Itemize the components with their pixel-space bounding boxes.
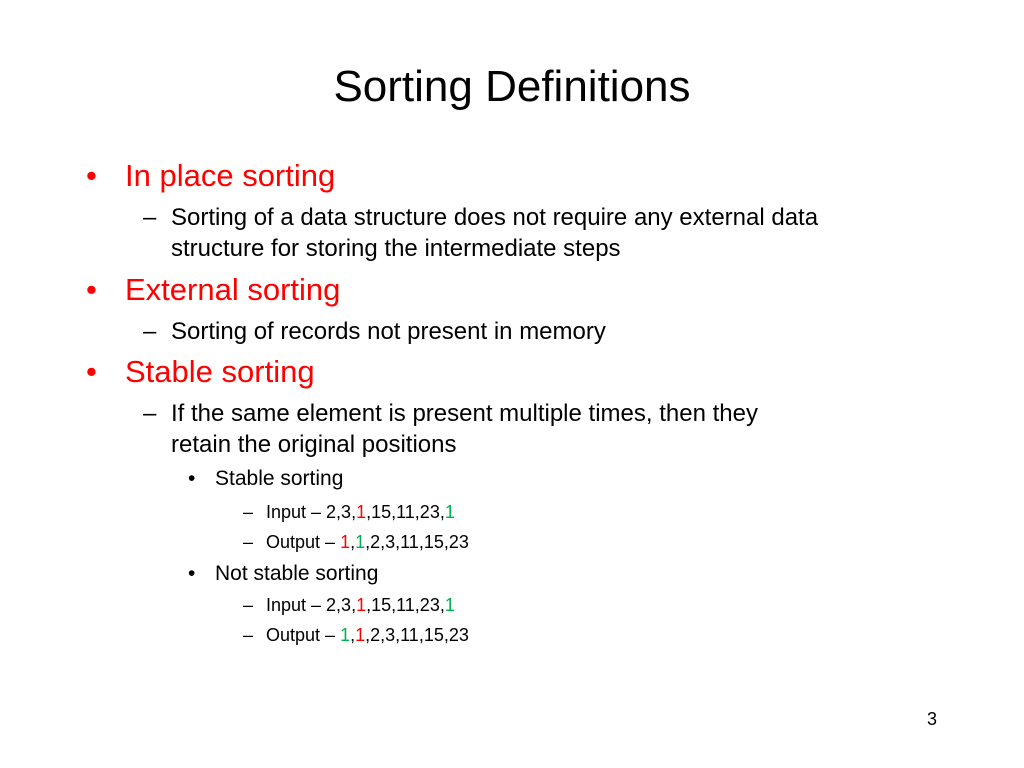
example-label-stable: Stable sorting [215, 467, 344, 490]
input-middle: ,15,11,23, [366, 502, 445, 522]
definition-text-in-place-line1: Sorting of a data structure does not require any external data [171, 204, 819, 231]
page-number: 3 [926, 709, 937, 729]
definition-text-stable-line2: retain the original positions [171, 431, 457, 458]
sub-bullet-icon: • [188, 562, 196, 585]
definition-heading-stable: Stable sorting [125, 354, 315, 389]
example-input-stable [266, 500, 455, 524]
example-input-not-stable [266, 593, 455, 617]
input-prefix: Input – 2,3, [266, 502, 357, 522]
highlight-one-second: 1 [444, 502, 455, 522]
slide-title: Sorting Definitions [333, 62, 691, 111]
definition-text-external: Sorting of records not present in memory [171, 318, 606, 345]
definition-text-stable-line1: If the same element is present multiple times, then they [171, 400, 758, 427]
example-output-stable [266, 530, 469, 554]
highlight-one-first: 1 [356, 595, 367, 615]
dash-icon: – [243, 502, 254, 522]
dash-icon: – [143, 204, 157, 231]
highlight-one-first: 1 [340, 532, 351, 552]
highlight-one-second: 1 [444, 595, 455, 615]
input-prefix: Input – 2,3, [266, 595, 357, 615]
input-middle: ,15,11,23, [366, 595, 445, 615]
dash-icon: – [143, 318, 157, 345]
bullet-icon: • [86, 272, 97, 307]
example-output-not-stable [266, 623, 469, 647]
highlight-one-second: 1 [355, 532, 366, 552]
example-label-not-stable: Not stable sorting [215, 562, 379, 585]
highlight-one-first: 1 [340, 625, 351, 645]
output-separator: , [350, 532, 356, 552]
bullet-icon: • [86, 354, 97, 389]
definition-text-in-place-line2: structure for storing the intermediate steps [171, 235, 621, 262]
output-separator: , [350, 625, 356, 645]
dash-icon: – [143, 400, 157, 427]
sub-bullet-icon: • [188, 467, 196, 490]
bullet-icon: • [86, 158, 97, 193]
definition-heading-external: External sorting [125, 272, 341, 307]
highlight-one-second: 1 [355, 625, 366, 645]
dash-icon: – [243, 625, 254, 645]
output-prefix: Output – [266, 625, 341, 645]
definition-heading-in-place: In place sorting [125, 158, 336, 193]
output-suffix: ,2,3,11,15,23 [365, 532, 469, 552]
output-suffix: ,2,3,11,15,23 [365, 625, 469, 645]
dash-icon: – [243, 532, 254, 552]
dash-icon: – [243, 595, 254, 615]
output-prefix: Output – [266, 532, 341, 552]
highlight-one-first: 1 [356, 502, 367, 522]
